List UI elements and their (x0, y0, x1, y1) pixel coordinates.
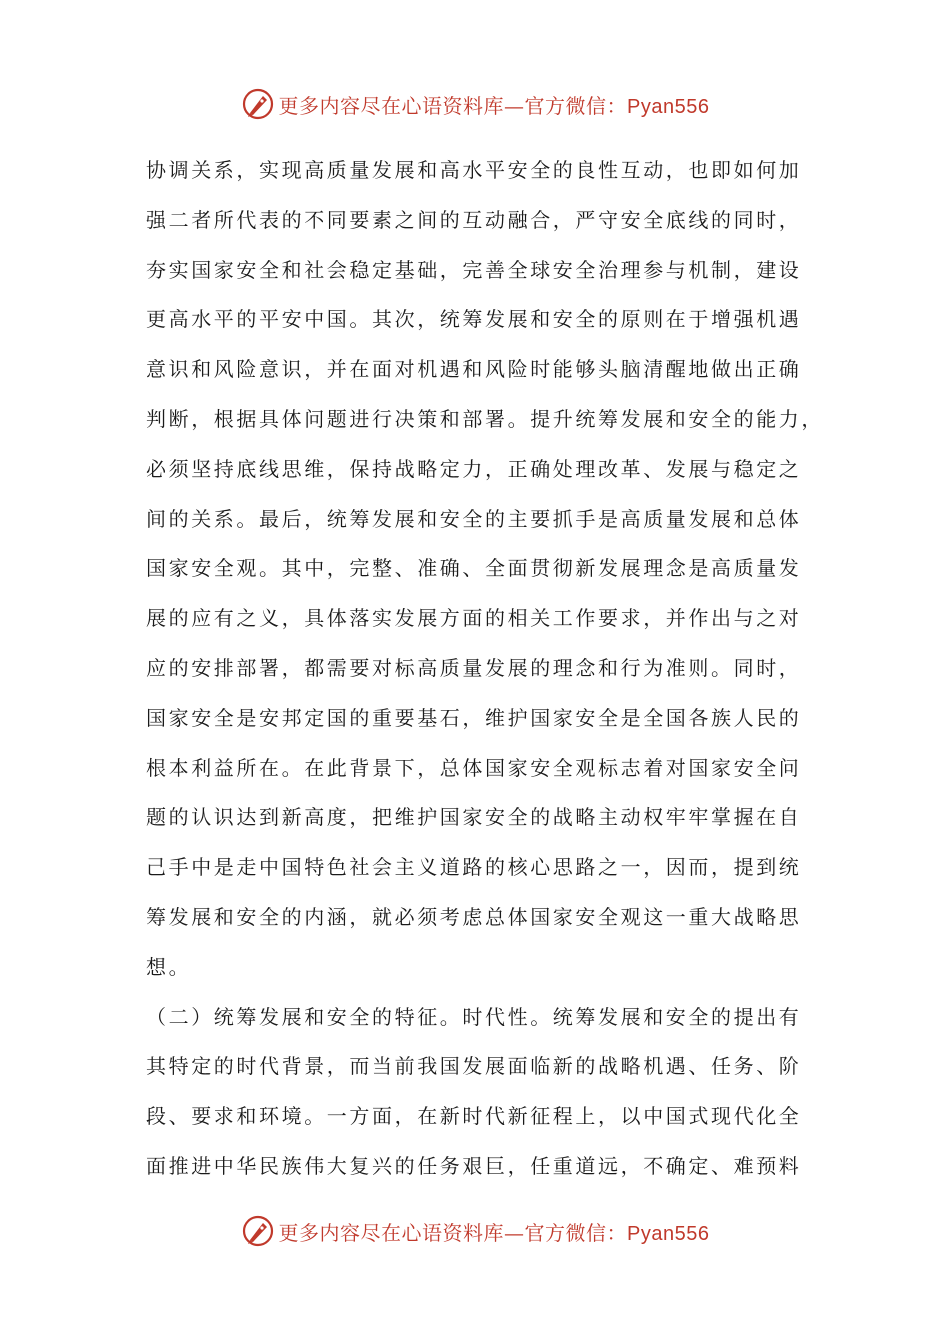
body-line: 段、要求和环境。一方面，在新时代新征程上，以中国式现代化全 (146, 1104, 802, 1129)
body-line: 间的关系。最后，统筹发展和安全的主要抓手是高质量发展和总体 (146, 506, 802, 531)
body-line: 判断，根据具体问题进行决策和部署。提升统筹发展和安全的能力， (146, 406, 824, 431)
body-line: 应的安排部署，都需要对标高质量发展的理念和行为准则。同时， (146, 655, 802, 680)
section-heading-line: （二）统筹发展和安全的特征。时代性。统筹发展和安全的提出有 (146, 1004, 802, 1029)
header-banner-text: 更多内容尽在心语资料库—官方微信： (278, 93, 628, 118)
body-line: 强二者所代表的不同要素之间的互动融合，严守安全底线的同时， (146, 207, 802, 232)
body-line: 题的认识达到新高度，把维护国家安全的战略主动权牢牢掌握在自 (146, 805, 802, 830)
body-line: 面推进中华民族伟大复兴的任务艰巨，任重道远，不确定、难预料 (146, 1153, 802, 1178)
body-line: 协调关系，实现高质量发展和高水平安全的良性互动，也即如何加 (146, 158, 802, 182)
body-line: 展的应有之义，具体落实发展方面的相关工作要求，并作出与之对 (146, 606, 802, 631)
header-banner-handle: Pyan556 (627, 95, 710, 118)
footer-banner (0, 1209, 950, 1253)
body-line: 筹发展和安全的内涵，就必须考虑总体国家安全观这一重大战略思 (146, 904, 802, 929)
body-line: 更高水平的平安中国。其次，统筹发展和安全的原则在于增强机遇 (146, 307, 802, 332)
body-line: 夯实国家安全和社会稳定基础，完善全球安全治理参与机制，建设 (146, 257, 802, 282)
body-line: 己手中是走中国特色社会主义道路的核心思路之一，因而，提到统 (146, 855, 802, 880)
footer-banner-text: 更多内容尽在心语资料库—官方微信： (278, 1220, 628, 1245)
footer-banner-handle: Pyan556 (627, 1222, 710, 1245)
body-line: 国家安全是安邦定国的重要基石，维护国家安全是全国各族人民的 (146, 705, 802, 730)
body-line: 国家安全观。其中，完整、准确、全面贯彻新发展理念是高质量发 (146, 556, 802, 581)
body-line: 其特定的时代背景，而当前我国发展面临新的战略机遇、任务、阶 (146, 1054, 802, 1079)
body-line: 根本利益所在。在此背景下，总体国家安全观标志着对国家安全问 (146, 755, 802, 780)
header-banner (0, 82, 950, 126)
body-line: 想。 (146, 954, 192, 979)
pen-nib-logo-icon (241, 87, 275, 121)
document-body (146, 146, 826, 1192)
pen-nib-logo-icon (241, 1214, 275, 1248)
body-line: 意识和风险意识，并在面对机遇和风险时能够头脑清醒地做出正确 (146, 357, 802, 382)
body-line: 必须坚持底线思维，保持战略定力，正确处理改革、发展与稳定之 (146, 456, 802, 481)
